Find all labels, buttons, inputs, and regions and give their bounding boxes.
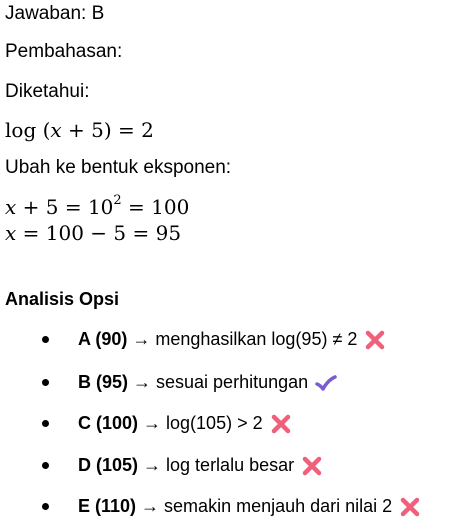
- bullet-icon: [42, 379, 49, 386]
- option-text: → log(105) > 2: [138, 413, 263, 433]
- discussion-label: Pembahasan:: [5, 41, 123, 62]
- step1-left: + 5 = 10: [16, 195, 114, 219]
- equation-rhs: = 2: [111, 118, 154, 142]
- bullet-icon: [42, 420, 49, 427]
- option-item-e: [0, 492, 469, 520]
- cross-mark-icon: [300, 454, 324, 478]
- option-key: A (90): [78, 329, 128, 349]
- step1-exponent: 2: [113, 193, 122, 209]
- equation-var: x: [50, 118, 62, 142]
- bullet-icon: [42, 462, 49, 469]
- cross-mark-icon: [398, 495, 422, 519]
- bullet-icon: [42, 336, 49, 343]
- bullet-icon: [42, 503, 49, 510]
- step1-var: x: [5, 195, 17, 219]
- step2-rest: = 100 − 5 = 95: [16, 221, 182, 245]
- step2-var: x: [5, 221, 17, 245]
- equation-plus: + 5): [61, 118, 112, 142]
- check-mark-icon: [314, 371, 338, 395]
- option-key: E (110): [78, 496, 137, 516]
- given-equation: [5, 118, 154, 142]
- solution-step: [5, 221, 181, 245]
- cross-mark-icon: [269, 412, 293, 436]
- option-item-a: [0, 325, 469, 353]
- convert-label: Ubah ke bentuk eksponen:: [5, 157, 232, 178]
- answer-line: Jawaban: B: [5, 3, 105, 24]
- option-key: B (95): [78, 372, 129, 392]
- option-item-d: [0, 451, 469, 479]
- option-item-c: [0, 409, 469, 437]
- cross-mark-icon: [363, 328, 387, 352]
- step1-right: = 100: [121, 195, 190, 219]
- option-item-b: [0, 368, 469, 396]
- equation-open: (: [42, 118, 51, 142]
- equation-fn: log: [5, 118, 37, 142]
- analysis-heading: Analisis Opsi: [5, 289, 120, 309]
- option-text: → menghasilkan log(95) ≠ 2: [127, 329, 358, 349]
- option-key: C (100): [78, 413, 139, 433]
- exponent-step: [5, 195, 189, 219]
- option-text: → sesuai perhitungan: [128, 372, 309, 392]
- option-key: D (105): [78, 455, 139, 475]
- given-label: Diketahui:: [5, 81, 90, 102]
- option-text: → semakin menjauh dari nilai 2: [136, 496, 393, 516]
- option-text: → log terlalu besar: [138, 455, 295, 475]
